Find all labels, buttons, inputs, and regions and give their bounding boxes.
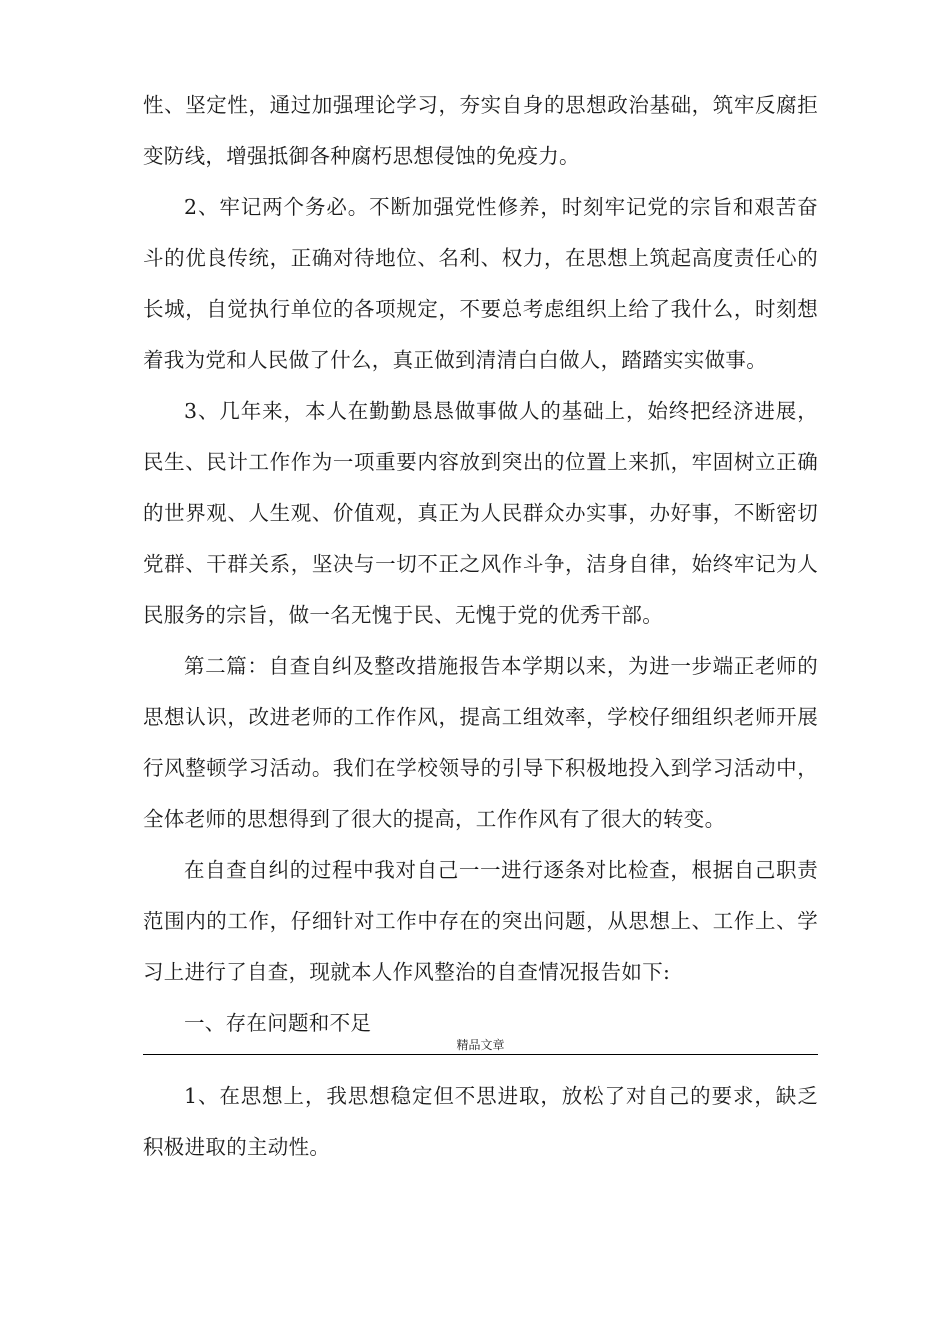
paragraph-part2-intro: 第二篇：自查自纠及整改措施报告本学期以来，为进一步端正老师的思想认识，改进老师的工作作风，提高工组效率，学校仔细组织老师开展行风整顿学习活动。我们在学校领导的引导下积极地投入到学习活动中，全体老师的思想得到了很大的提高，工作作风有了很大的转变。 <box>143 654 818 831</box>
paragraph-item-2: 2、牢记两个务必。不断加强党性修养，时刻牢记党的宗旨和艰苦奋斗的优良传统，正确对待地位、名利、权力，在思想上筑起高度责任心的长城，自觉执行单位的各项规定，不要总考虑组织上给了我什么，时刻想着我为党和人民做了什么，真正做到清清白白做人，踏踏实实做事。 <box>143 195 818 372</box>
paragraph-continuation: 性、坚定性，通过加强理论学习，夯实自身的思想政治基础，筑牢反腐拒变防线，增强抵御各种腐朽思想侵蚀的免疫力。 <box>143 93 818 168</box>
paragraph-item-3: 3、几年来，本人在勤勤恳恳做事做人的基础上，始终把经济进展，民生、民计工作作为一项重要内容放到突出的位置上来抓，牢固树立正确的世界观、人生观、价值观，真正为人民群众办实事，办好事，不断密切党群、干群关系，坚决与一切不正之风作斗争，洁身自律，始终牢记为人民服务的宗旨，做一名无愧于民、无愧于党的优秀干部。 <box>143 399 818 627</box>
paragraph-problem-1: 1、在思想上，我思想稳定但不思进取，放松了对自己的要求，缺乏积极进取的主动性。 <box>143 1084 818 1159</box>
document-body-upper <box>143 80 818 1049</box>
document-body-lower <box>143 1071 818 1173</box>
page-footer-rule <box>143 1054 818 1055</box>
page-footer-label: 精品文章 <box>456 1038 505 1052</box>
paragraph-self-check: 在自查自纠的过程中我对自己一一进行逐条对比检查，根据自己职责范围内的工作，仔细针对工作中存在的突出问题，从思想上、工作上、学习上进行了自查，现就本人作风整治的自查情况报告如下: <box>143 858 818 984</box>
section-heading-problems: 一、存在问题和不足 <box>184 1011 372 1035</box>
